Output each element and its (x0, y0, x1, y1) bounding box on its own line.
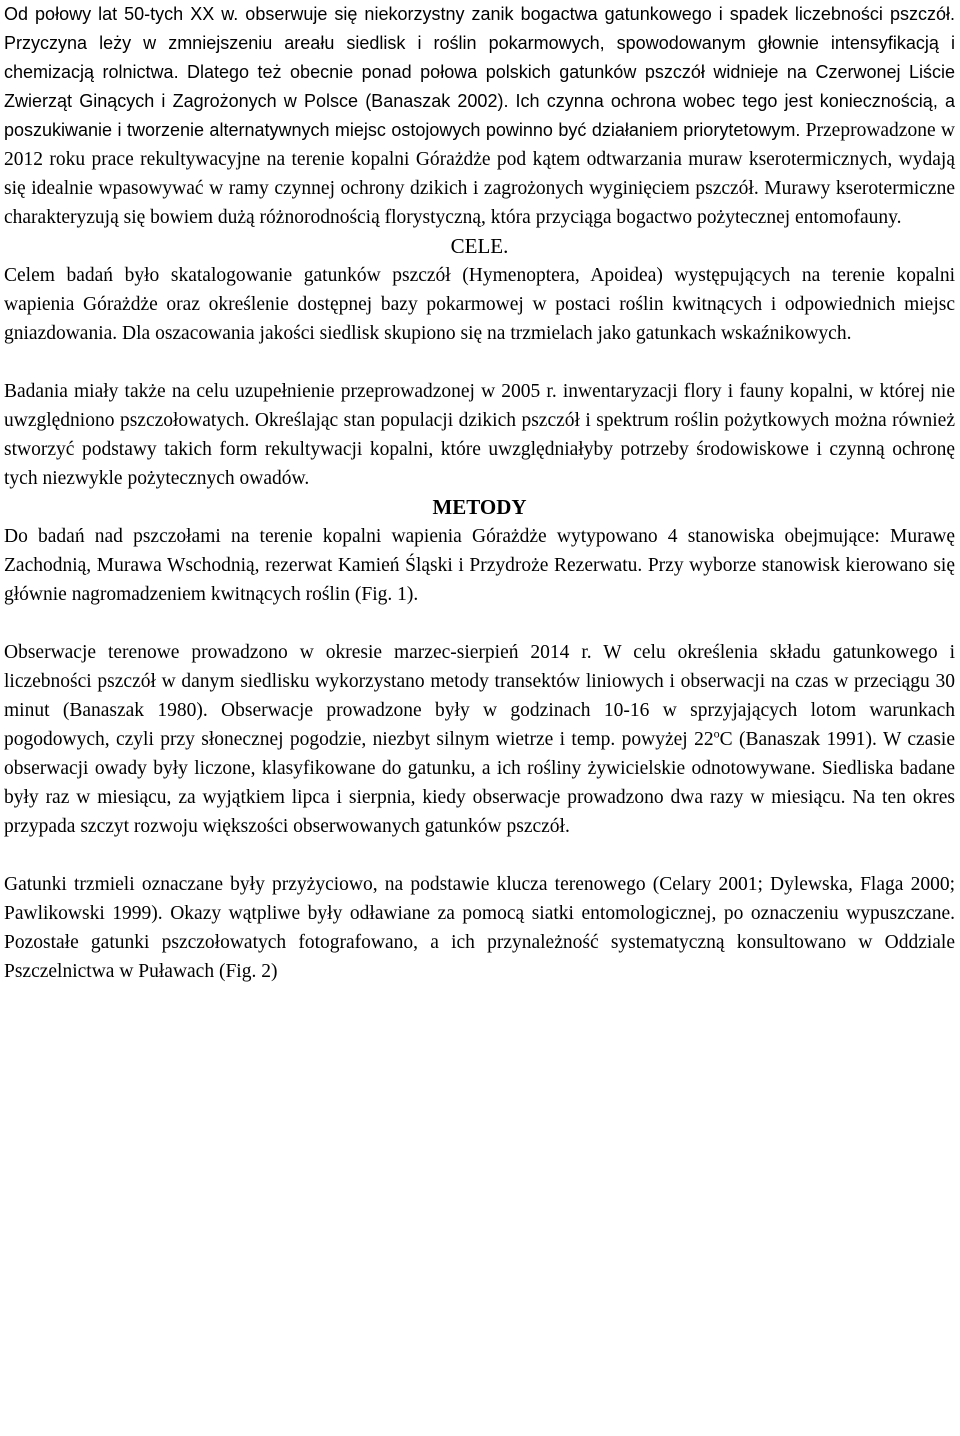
intro-text-d: Przeprowadzone w 2012 roku prace rekultywacyjne na terenie kopalni Górażdże pod kątem odtwarzania muraw kserotermicznych, wydają się idealnie wpasowywać w ramy czynnej ochrony dzikich i zagrożonych wyginięciem pszczół. Murawy kserotermiczne charakteryzują się bowiem dużą różnorodnością florystyczną, która przyciąga bogactwo pożytecznej entomofauny. (4, 120, 956, 228)
intro-paragraph (4, 0, 955, 232)
section-heading-metody: METODY (432, 495, 527, 519)
cele-paragraph-1: Celem badań było skatalogowanie gatunków pszczół (Hymenoptera, Apoidea) występujących na terenie kopalni wapienia Górażdże oraz określenie dostępnej bazy pokarmowej w postaci roślin kwitnących i odpowiednich miejsc gniazdowania. Dla oszacowania jakości siedlisk skupiono się na trzmielach jako gatunkach wskaźnikowych. (4, 265, 955, 344)
metody-paragraph-3: Gatunki trzmieli oznaczane były przyżyciowo, na podstawie klucza terenowego (Celary 2001; Dylewska, Flaga 2000; Pawlikowski 1999). Okazy wątpliwe były odławiane za pomocą siatki entomologicznej, po oznaczeniu wypuszczane. Pozostałe gatunki pszczołowatych fotografowano, a ich przynależność systematyczną konsultowano w Oddziale Pszczelnictwa w Puławach (Fig. 2) (4, 874, 955, 982)
intro-text-c: Ich czynna ochrona wobec tego jest koniecznością, a poszukiwanie i tworzenie alternatywnych miejsc ostojowych powinno być działaniem priorytetowym. (4, 91, 956, 140)
degree-superscript: o (713, 726, 720, 741)
section-heading-cele: CELE. (450, 234, 509, 258)
metody-paragraph-2-text-a: Obserwacje terenowe prowadzono w okresie marzec-sierpień 2014 r. W celu określenia składu gatunkowego i liczebności pszczół w danym siedlisku wykorzystano metody transektów liniowych i obserwacji na czas w przeciągu 30 minut (Banaszak 1980). Obserwacje prowadzone były w godzinach 10-16 w sprzyjających lotom warunkach pogodowych, czyli przy słonecznej pogodzie, niezbyt silnym wietrze i temp. powyżej 22 (4, 642, 955, 750)
document-page (4, 0, 955, 986)
metody-paragraph-2 (4, 638, 955, 841)
metody-paragraph-1: Do badań nad pszczołami na terenie kopalni wapienia Górażdże wytypowano 4 stanowiska obejmujące: Murawę Zachodnią, Murawa Wschodnią, rezerwat Kamień Śląski i Przydroże Rezerwatu. Przy wyborze stanowisk kierowano się głównie nagromadzeniem kwitnących roślin (Fig. 1). (4, 526, 955, 605)
intro-text-a: Od połowy lat 50-tych XX w. obserwuje się niekorzystny zanik bogactwa gatunkowego i spadek liczebności pszczół. Przyczyna leży w zmniejszeniu areału siedlisk i roślin pokarmowych, spowodowanym głownie intensyfikacją i chemizacją rolnictwa. (4, 4, 955, 82)
metody-paragraph-2-text-b: C (Banaszak 1991). W czasie obserwacji owady były liczone, klasyfikowane do gatunku, a ich rośliny żywicielskie odnotowywane. Siedliska badane były raz w miesiącu, za wyjątkiem lipca i sierpnia, kiedy obserwacje prowadzono dwa razy w miesiącu. Na ten okres przypada szczyt rozwoju większości obserwowanych gatunków pszczół. (4, 729, 955, 837)
cele-paragraph-2: Badania miały także na celu uzupełnienie przeprowadzonej w 2005 r. inwentaryzacji flory i fauny kopalni, w której nie uwzględniono pszczołowatych. Określając stan populacji dzikich pszczół i spektrum roślin pożytkowych można również stworzyć podstawy takich form rekultywacji kopalni, które uwzględniałyby potrzeby środowiskowe i czynną ochronę tych niezwykle pożytecznych owadów. (4, 381, 955, 489)
intro-text-b: Dlatego też obecnie ponad połowa polskich gatunków pszczół widnieje na Czerwonej Liście Zwierząt Ginących i Zagrożonych w Polsce (Banaszak 2002). (4, 62, 956, 111)
